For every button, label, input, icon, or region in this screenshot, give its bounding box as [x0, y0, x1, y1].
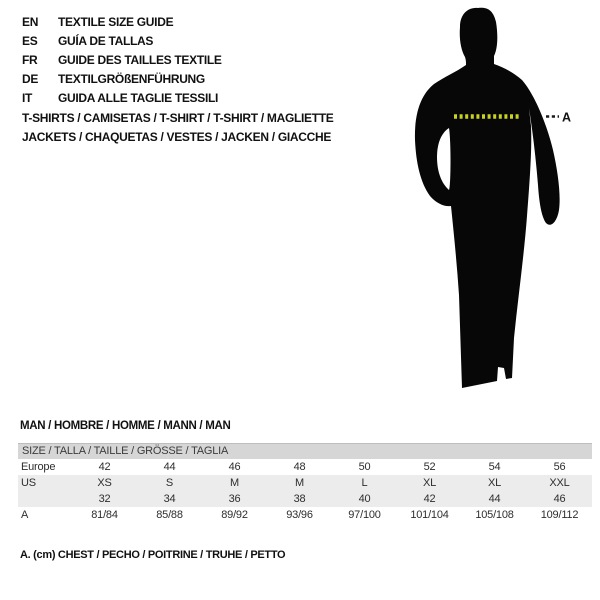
- language-code: IT: [22, 91, 33, 105]
- table-cell: 54: [488, 461, 501, 473]
- language-text: TEXTILE SIZE GUIDE: [58, 15, 174, 29]
- table-cell: 48: [293, 461, 306, 473]
- category-line-tshirts: T-SHIRTS / CAMISETAS / T-SHIRT / T-SHIRT / MAGLIETTE: [22, 111, 334, 125]
- table-cell: 44: [163, 461, 176, 473]
- language-code: ES: [22, 34, 38, 48]
- table-row-europe: [18, 459, 592, 475]
- table-cell: 101/104: [410, 509, 449, 521]
- table-cell: 36: [228, 493, 241, 505]
- man-silhouette-shape: [415, 8, 560, 388]
- language-row-es: [22, 32, 222, 51]
- category-line-jackets: JACKETS / CHAQUETAS / VESTES / JACKEN / GIACCHE: [22, 130, 332, 144]
- language-list: [22, 13, 222, 108]
- table-cell: S: [165, 477, 174, 489]
- table-cell: 46: [553, 493, 566, 505]
- table-cell: 40: [358, 493, 371, 505]
- table-cell: L: [361, 477, 368, 489]
- table-cell: 46: [228, 461, 241, 473]
- language-code: DE: [22, 72, 39, 86]
- table-cell: M: [295, 477, 304, 489]
- row-label: US: [21, 477, 36, 489]
- table-cell: 42: [423, 493, 436, 505]
- table-cell: 38: [293, 493, 306, 505]
- table-cell: 32: [98, 493, 111, 505]
- measure-label-a: A: [562, 110, 572, 125]
- table-cell: 56: [553, 461, 566, 473]
- language-text: TEXTILGRÖßENFÜHRUNG: [58, 72, 205, 86]
- table-cell: XXL: [549, 477, 570, 489]
- table-cell: XL: [422, 477, 437, 489]
- language-row-it: [22, 89, 222, 108]
- size-table: [18, 443, 592, 523]
- table-cell: XL: [487, 477, 502, 489]
- table-cell: 105/108: [475, 509, 514, 521]
- garment-categories: [22, 109, 334, 147]
- measurement-footnote: A. (cm) CHEST / PECHO / POITRINE / TRUHE / PETTO: [20, 549, 286, 561]
- table-cell: 81/84: [91, 509, 118, 521]
- language-code: FR: [22, 53, 38, 67]
- table-cell: 34: [163, 493, 176, 505]
- row-label: Europe: [21, 461, 56, 473]
- language-row-de: [22, 70, 222, 89]
- table-row-numeric: [18, 491, 592, 507]
- table-cell: 42: [98, 461, 111, 473]
- table-cell: 50: [358, 461, 371, 473]
- language-text: GUIDE DES TAILLES TEXTILE: [58, 53, 222, 67]
- row-label: A: [21, 509, 29, 521]
- table-cell: 44: [488, 493, 501, 505]
- table-row-chest-a: [18, 507, 592, 523]
- man-silhouette-figure: [395, 0, 600, 400]
- table-cell: 93/96: [286, 509, 313, 521]
- table-cell: M: [230, 477, 239, 489]
- man-silhouette-svg: [395, 0, 600, 400]
- language-text: GUÍA DE TALLAS: [58, 34, 154, 48]
- table-cell: XS: [97, 477, 112, 489]
- table-cell: 85/88: [156, 509, 183, 521]
- language-code: EN: [22, 15, 39, 29]
- table-cell: 97/100: [348, 509, 381, 521]
- section-title-man: MAN / HOMBRE / HOMME / MANN / MAN: [20, 420, 231, 432]
- table-cell: 109/112: [540, 509, 579, 521]
- language-text: GUIDA ALLE TAGLIE TESSILI: [58, 91, 219, 105]
- table-cell: 89/92: [221, 509, 248, 521]
- size-table-header: SIZE / TALLA / TAILLE / GRÖSSE / TAGLIA: [18, 443, 592, 459]
- row-label: [18, 491, 72, 507]
- language-row-fr: [22, 51, 222, 70]
- table-cell: 52: [423, 461, 436, 473]
- language-row-en: [22, 13, 222, 32]
- table-row-us: [18, 475, 592, 491]
